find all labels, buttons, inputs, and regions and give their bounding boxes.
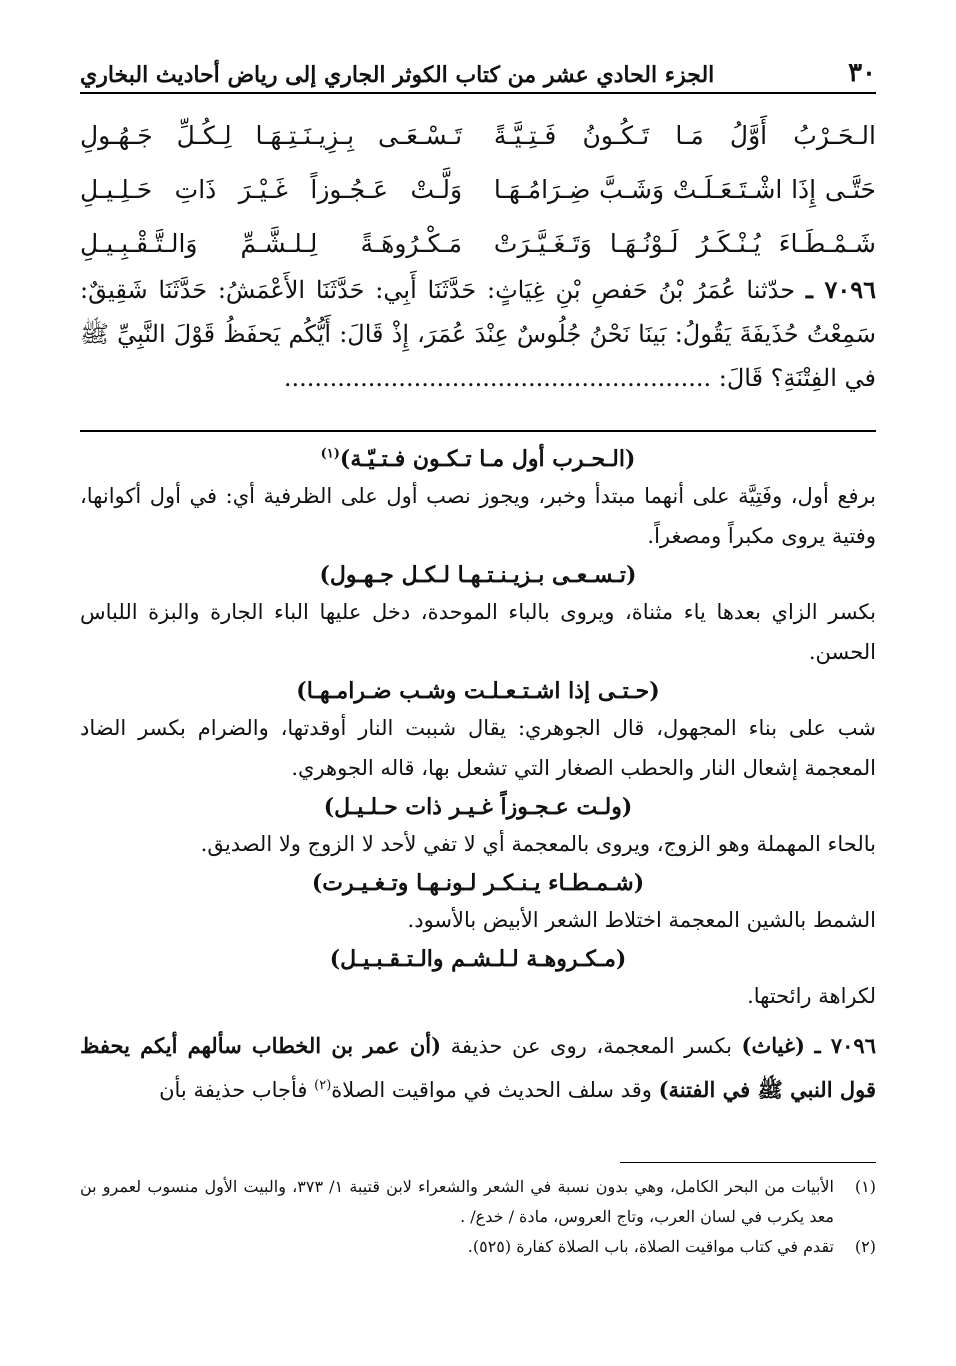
commentary-explanation: برفع أول، وفَتِيَّة على أنهما مبتدأ وخبر، ويجوز نصب أول على الظرفية أي: في أول أكوانها، وفتية يروى مكبراً ومصغراً. [80,484,876,548]
commentary-lemma: (ولـت عـجـوزاً غـيـر ذات حـلـيـل) [323,794,633,820]
poem-hemistich-second: تَـسْـعَـى بِـزِيـنَـتِـهَـا لِـكُـلِّ جَـهُـولِ [80,120,463,150]
poem-hemistich-second: وَلَّـتْ عَـجُـوزاً غَـيْـرَ ذَاتِ حَـلِـيـلِ [80,174,463,204]
hadith-body: حدّثنا عُمَرُ بْنُ حَفصِ بْنِ غِيَاثٍ: حَدَّثَنَا أَبِي: حَدَّثَنَا الأَعْمَشُ: حَدَّثَنَا شَقِيقٌ: سَمِعْتُ حُذَيفَةَ يَقُولُ: بَينَا نَحْنُ جُلُوسٌ عِنْدَ عُمَرَ، إِذْ قَالَ: أَيُّكُم يَحفَظُ قَوْلَ النَّبِيِّ ﷺ في الفِتْنَةِ؟ قَالَ: [80,276,876,392]
ellipsis-dots: ........................................................ [283,364,712,392]
poem-hemistich-first: الـحَـرْبُ أَوَّلُ مَـا تَـكُـونُ فَـتِـيَّـةً [493,120,876,150]
poem-hemistich-first: شَـمْـطَـاءَ يُـنْـكَـرُ لَـوْنُـهَـا وَتَـغَـيَّـرَتْ [493,228,876,258]
poem-line [80,108,876,162]
commentary-explanation: شب على بناء المجهول، قال الجوهري: يقال شببت النار أوقدتها، والضرام بكسر الضاد المعجمة إشعال النار والحطب الصغار التي تشعل بها، قاله الجوهري. [80,716,876,780]
poem-block [80,108,876,270]
footnote [80,1172,876,1232]
commentary-explanation: الشمط بالشين المعجمة اختلاط الشعر الأبيض بالأسود. [407,908,876,932]
commentary-explanation: بكسر الزاي بعدها ياء مثناة، ويروى بالباء الموحدة، دخل عليها الباء الجارة والبزة اللباس الحسن. [80,600,876,664]
commentary-lemma: (تـسـعـى بـزيـنـتـهـا لـكـل جـهـول) [319,562,637,588]
poem-line [80,162,876,216]
page-header [80,46,876,94]
footnote-text: الأبيات من البحر الكامل، وهي بدون نسبة في الشعر والشعراء لابن قتيبة ١/ ٣٧٣، والبيت الأول منسوب لعمرو بن معد يكرب في لسان العرب، وتاج العروس، مادة / خدع/ . [80,1177,834,1226]
footnote-mark: (١) [854,1177,876,1196]
commentary-lemma: (شـمـطـاء يـنـكـر لـونـهـا وتـغـيـرت) [311,870,645,896]
poem-hemistich-first: حَتَّـى إِذَا اشْـتَـعَـلَـتْ وَشَـبَّ ضِـرَامُـهَـا [493,174,876,204]
footnote-ref: (١) [320,446,340,462]
narrator-name: (غياث) [741,1033,805,1058]
footnote [80,1232,876,1262]
footnote-mark: (٢) [854,1237,876,1256]
hadith-number: ٧٠٩٦ ـ [814,1033,876,1058]
commentary-lemma: (حـتـى إذا اشـتـعـلـت وشـب ضـرامـهـا) [296,678,660,704]
commentary-section [80,440,876,1110]
commentary-explanation: بالحاء المهملة وهو الزوج، ويروى بالمعجمة أي لا تفي لأحد لا الزوج ولا الصديق. [200,832,876,856]
footnote-ref: (٢) [314,1078,332,1093]
hadith-number: ٧٠٩٦ ـ [805,275,876,304]
quoted-text: (أن عمر بن الخطاب سألهم أيكم يحفظ قول النبي ﷺ في الفتنة) [80,1033,876,1102]
footnote-divider [620,1162,876,1163]
closing-paragraph: ٧٠٩٦ ـ (غياث) بكسر المعجمة، روى عن حذيفة (أن عمر بن الخطاب سألهم أيكم يحفظ قول النبي ﷺ في الفتنة) وقد سلف الحديث في مواقيت الصلاة$^{(٢)}$ فأجاب حذيفة بأن [80,1033,876,1102]
commentary-explanation: لكراهة رائحتها. [747,984,876,1008]
running-title: الجزء الحادي عشر من كتاب الكوثر الجاري إلى رياض أحاديث البخاري [80,62,715,88]
page-number: ٣٠ [848,58,876,88]
commentary-lemma: (مـكـروهـة لـلـشـم والـتـقـبـيـل) [329,946,627,972]
poem-line [80,216,876,270]
hadith-text [80,268,876,400]
poem-hemistich-second: مَـكْـرُوهَـةً لِـلـشَّـمِّ وَالـتَّـقْـبِـيـلِ [80,228,463,258]
footnotes [80,1172,876,1262]
commentary-lemma: (الـحـرب أول مـا تـكـون فـتـيّـة)$^{(١)}$ [320,446,636,472]
footnote-text: تقدم في كتاب مواقيت الصلاة، باب الصلاة كفارة (٥٢٥). [467,1237,834,1256]
section-divider [80,430,876,432]
